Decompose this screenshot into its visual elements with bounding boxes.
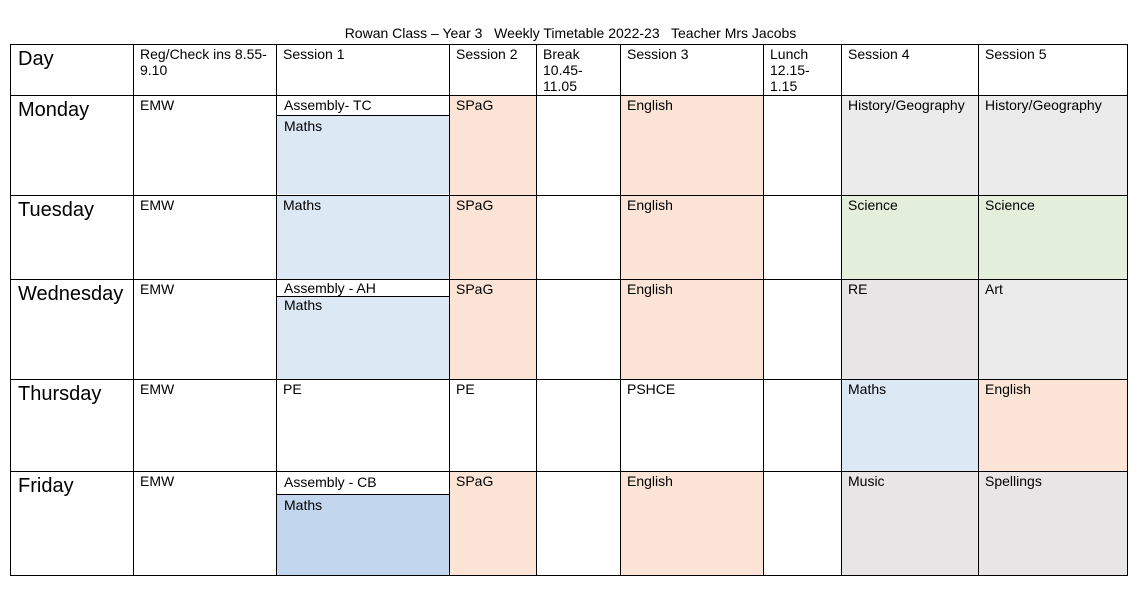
session-5-cell: History/Geography (979, 96, 1128, 196)
header-session-1: Session 1 (277, 45, 450, 96)
session-2-cell: SPaG (450, 196, 537, 280)
assembly-label: Assembly - AH (277, 280, 449, 297)
session-1-cell: PE (277, 380, 450, 472)
session-1-cell (277, 96, 450, 196)
session-1-label: Maths (277, 116, 449, 194)
session-2-cell: SPaG (450, 96, 537, 196)
header-row (11, 45, 1128, 96)
row-thursday (11, 380, 1128, 472)
row-wednesday (11, 280, 1128, 380)
break-cell (537, 280, 621, 380)
reg-cell: EMW (134, 196, 277, 280)
break-cell (537, 472, 621, 576)
header-session-4: Session 4 (842, 45, 979, 96)
timetable (10, 44, 1128, 576)
day-label: Monday (11, 96, 134, 196)
lunch-cell (764, 196, 842, 280)
session-2-cell: SPaG (450, 280, 537, 380)
session-3-cell: English (621, 96, 764, 196)
session-2-cell: PE (450, 380, 537, 472)
header-day: Day (11, 45, 134, 96)
session-1-label: Maths (277, 297, 449, 379)
session-1-cell (277, 280, 450, 380)
session-4-cell: Science (842, 196, 979, 280)
session-5-cell: English (979, 380, 1128, 472)
session-1-cell (277, 472, 450, 576)
assembly-label: Assembly - CB (277, 472, 449, 495)
session-5-cell: Art (979, 280, 1128, 380)
header-reg: Reg/Check ins 8.55-9.10 (134, 45, 277, 96)
session-1-label: Maths (277, 495, 449, 575)
break-cell (537, 96, 621, 196)
reg-cell: EMW (134, 280, 277, 380)
break-cell (537, 196, 621, 280)
session-1-cell: Maths (277, 196, 450, 280)
session-3-cell: PSHCE (621, 380, 764, 472)
day-label: Friday (11, 472, 134, 576)
row-monday (11, 96, 1128, 196)
session-4-cell: RE (842, 280, 979, 380)
reg-cell: EMW (134, 96, 277, 196)
session-5-cell: Spellings (979, 472, 1128, 576)
session-3-cell: English (621, 472, 764, 576)
page-title: Rowan Class – Year 3 Weekly Timetable 2022-23 Teacher Mrs Jacobs (344, 25, 797, 41)
header-lunch: Lunch 12.15-1.15 (764, 45, 842, 96)
row-tuesday (11, 196, 1128, 280)
day-label: Wednesday (11, 280, 134, 380)
header-break: Break 10.45-11.05 (537, 45, 621, 96)
session-4-cell: History/Geography (842, 96, 979, 196)
row-friday (11, 472, 1128, 576)
session-4-cell: Maths (842, 380, 979, 472)
day-label: Thursday (11, 380, 134, 472)
reg-cell: EMW (134, 472, 277, 576)
header-session-3: Session 3 (621, 45, 764, 96)
lunch-cell (764, 472, 842, 576)
session-2-cell: SPaG (450, 472, 537, 576)
session-3-cell: English (621, 280, 764, 380)
header-session-5: Session 5 (979, 45, 1128, 96)
reg-cell: EMW (134, 380, 277, 472)
session-3-cell: English (621, 196, 764, 280)
lunch-cell (764, 96, 842, 196)
lunch-cell (764, 280, 842, 380)
assembly-label: Assembly- TC (277, 96, 449, 116)
day-label: Tuesday (11, 196, 134, 280)
session-4-cell: Music (842, 472, 979, 576)
session-5-cell: Science (979, 196, 1128, 280)
break-cell (537, 380, 621, 472)
lunch-cell (764, 380, 842, 472)
header-session-2: Session 2 (450, 45, 537, 96)
